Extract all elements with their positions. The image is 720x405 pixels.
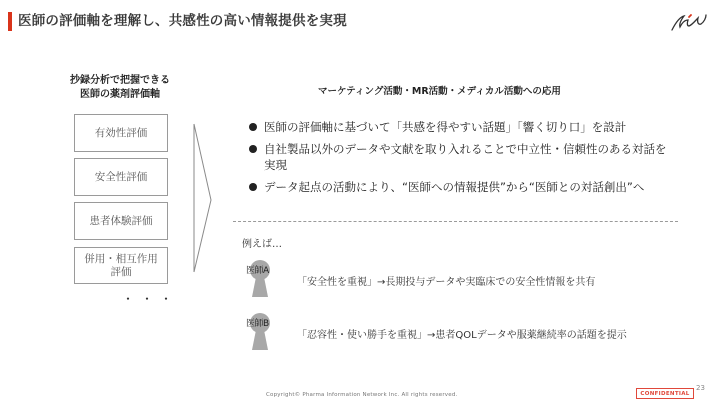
eval-box-label-line-2: 評価	[110, 265, 132, 278]
doctor-b-avatar	[246, 312, 276, 352]
bullet-icon	[249, 183, 257, 191]
eval-box-label: 患者体験評価	[89, 214, 153, 227]
doctor-name: 医師A	[246, 266, 269, 276]
list-item-text: 医師の評価軸に基づいて「共感を得やすい話題」「響く切り口」を設計	[264, 120, 627, 134]
confidential-badge: CONFIDENTIAL	[636, 388, 694, 399]
eval-box-label-line-1: 併用・相互作用	[84, 252, 158, 265]
eval-box-interaction	[74, 247, 168, 284]
eval-box-patient-experience	[74, 202, 168, 240]
example-text-b: 「忍容性・使い勝手を重視」→患者QOLデータや服薬継続率の話題を提示	[297, 330, 627, 341]
bullet-icon	[249, 123, 257, 131]
eval-box-label: 有効性評価	[94, 126, 148, 139]
doctor-name: 医師B	[246, 319, 269, 329]
heading-line-1: 抄録分析で把握できる	[70, 75, 170, 86]
benefit-list	[248, 119, 668, 201]
eval-box-safety	[74, 158, 168, 196]
list-item-text: 自社製品以外のデータや文献を取り入れることで中立性・信頼性のある対話を実現	[264, 142, 667, 172]
chevron-right-icon	[190, 120, 216, 276]
doctor-a-avatar	[246, 259, 276, 299]
list-item	[248, 179, 668, 195]
page-title: 医師の評価軸を理解し、共感性の高い情報提供を実現	[18, 13, 347, 29]
more-ellipsis: ・・・	[122, 292, 180, 306]
copyright-text: Copyright© Pharma Information Network Inc. All rights reserved.	[266, 392, 458, 398]
heading-line-2: 医師の薬剤評価軸	[80, 89, 160, 100]
page-number: 23	[696, 384, 705, 392]
bullet-icon	[249, 145, 257, 153]
example-text-a: 「安全性を重視」→長期投与データや実臨床での安全性情報を共有	[297, 277, 596, 288]
list-item	[248, 119, 668, 135]
signature-logo-icon	[668, 8, 708, 34]
title-accent-bar	[8, 12, 12, 31]
list-item	[248, 141, 668, 173]
eval-box-efficacy	[74, 114, 168, 152]
eval-box-label: 安全性評価	[94, 170, 148, 183]
dashed-divider	[233, 221, 678, 222]
evaluation-axes-heading	[50, 74, 190, 102]
example-label: 例えば…	[242, 239, 282, 250]
application-heading: マーケティング活動・MR活動・メディカル活動への応用	[318, 86, 561, 97]
list-item-text: データ起点の活動により、“医師への情報提供”から“医師との対話創出”へ	[264, 180, 645, 194]
